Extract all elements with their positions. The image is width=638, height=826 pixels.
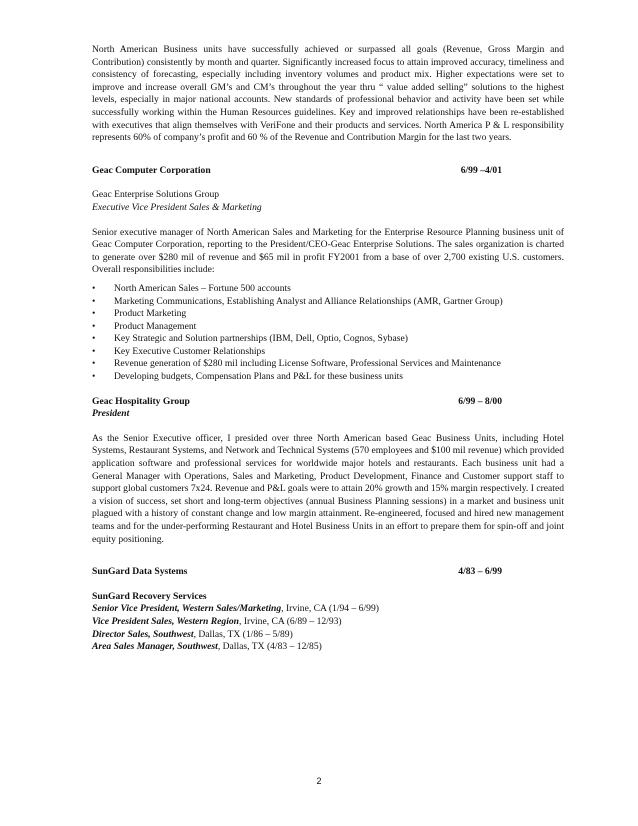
list-item: • Developing budgets, Compensation Plans and P&L for these business units (92, 371, 404, 383)
list-item: • Key Executive Customer Relationships (92, 345, 266, 357)
bullet-icon: • (92, 308, 96, 320)
group-name: Geac Enterprise Solutions Group (92, 189, 220, 201)
list-item: • Marketing Communications, Establishing Analyst and Alliance Relationships (AMR, Gartner Group) (92, 295, 503, 307)
responsibilities-list (92, 283, 564, 384)
employment-dates: 4/83 – 6/99 (458, 566, 502, 578)
geac-computer-header (92, 165, 564, 178)
sungard-header (92, 566, 564, 579)
role-line: Area Sales Manager, Southwest, Dallas, TX (4/83 – 12/85) (92, 641, 322, 653)
list-item: • Revenue generation of $280 mil including License Software, Professional Services and Maintenance (92, 358, 501, 370)
bullet-icon: • (92, 295, 96, 307)
bullet-icon: • (92, 358, 96, 370)
job-title: Executive Vice President Sales & Marketing (92, 201, 262, 213)
role-line: Vice President Sales, Western Region, Irvine, CA (6/89 – 12/93) (92, 615, 342, 627)
company-name: Geac Computer Corporation (92, 164, 211, 176)
intro-paragraph: North American Business units have successfully achieved or surpassed all goals (Revenue, Gross Margin and Contribution) consistently by month and quarter. Significantly increased focus to attain improved accuracy, timeliness and consistency of forecasting, especially including inventory volumes and product mix. Higher expectations were set to improve and increase overall GM’s and CM’s throughout the year thru “ value added selling” solutions to the highest levels, especially in major national accounts. New standards of professional behavior and activity have been set while successfully working within the Human Resources guidelines. Key and improved relationships have been re-established with executives that align themselves with VeriFone and their products and services. North America P & L responsibility represents 60% of company’s profit and 60 % of the Revenue and Contribution Margin for the last two years. (92, 44, 564, 144)
company-name: SunGard Data Systems (92, 566, 188, 578)
list-item: • North American Sales – Fortune 500 accounts (92, 282, 291, 294)
list-item: • Product Marketing (92, 308, 187, 320)
employment-dates: 6/99 – 8/00 (458, 395, 502, 407)
bullet-icon: • (92, 333, 96, 345)
geac-hospitality-header (92, 396, 564, 409)
page-number: 2 (316, 776, 322, 786)
employment-dates: 6/99 –4/01 (460, 164, 502, 176)
geac-hospitality-paragraph: As the Senior Executive officer, I presided over three North American based Geac Business Units, including Hotel Systems, Restaurant Systems, and Network and Technical Systems (570 employees and $100 mil revenue) which provided application software and professional services for worldwide major hotels and restaurants. Each business unit had a General Manager with Operations, Sales and Marketing, Product Development, Finance and Customer support staff to support global customers 7x24. Revenue and P&L goals were to attain 20% growth and 15% margin respectively. I created a vision of success, set short and long-term objectives (annual Business Planning sessions) in a market and business unit plagued with a history of constant change and low margin attainment. Re-engineered, focused and hired new management teams and for the under-performing Restaurant and Hotel Business Units in an effort to prepare them for spin-off and joint equity positioning. (92, 432, 565, 545)
resume-page (92, 44, 564, 654)
division-name: SunGard Recovery Services (92, 590, 207, 602)
company-name: Geac Hospitality Group (92, 395, 190, 407)
bullet-icon: • (92, 345, 96, 357)
job-title: President (92, 408, 130, 420)
bullet-icon: • (92, 371, 96, 383)
role-line: Director Sales, Southwest, Dallas, TX (1/86 – 5/89) (92, 628, 293, 640)
list-item: • Key Strategic and Solution partnerships (IBM, Dell, Optio, Cognos, Sybase) (92, 333, 408, 345)
geac-computer-paragraph: Senior executive manager of North American Sales and Marketing for the Enterprise Resource Planning business unit of Geac Computer Corporation, reporting to the President/CEO-Geac Enterprise Solutions. The sales organization is charted to generate over $280 mil of revenue and $65 mil in profit FY2001 from a base of over 2,700 existing U.S. customers. Overall responsibilities include: (92, 226, 564, 276)
role-line: Senior Vice President, Western Sales/Marketing, Irvine, CA (1/94 – 6/99) (92, 603, 379, 615)
list-item: • Product Management (92, 320, 197, 332)
bullet-icon: • (92, 282, 96, 294)
bullet-icon: • (92, 320, 96, 332)
